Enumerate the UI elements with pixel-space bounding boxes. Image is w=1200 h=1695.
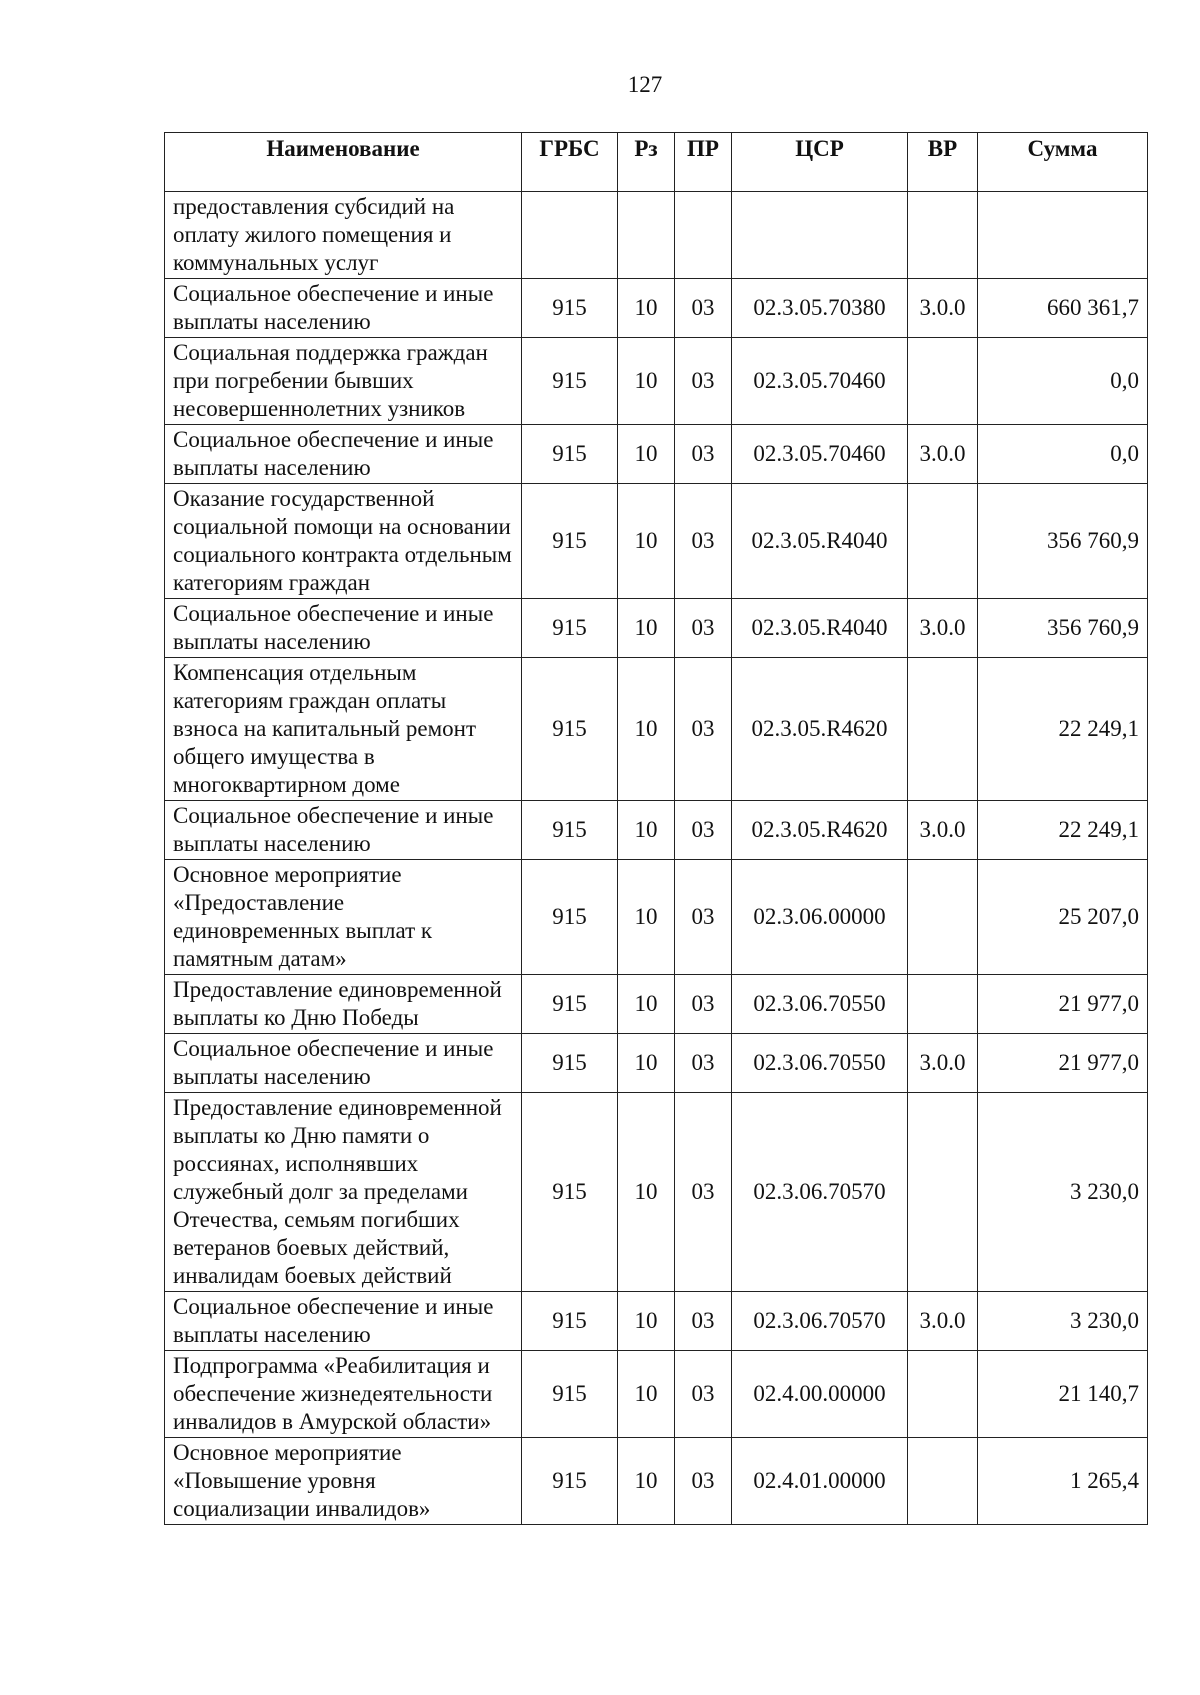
cell-grbs: 915 (522, 484, 618, 599)
table-row (165, 484, 1148, 599)
cell-name: Оказание государственной социальной помощи на основании социального контракта отдельным категориям граждан (165, 484, 522, 599)
cell-name: Социальное обеспечение и иные выплаты населению (165, 801, 522, 860)
cell-grbs: 915 (522, 1093, 618, 1292)
cell-pr: 03 (675, 425, 732, 484)
table-row (165, 279, 1148, 338)
cell-sum: 356 760,9 (978, 484, 1148, 599)
header-name: Наименование (165, 133, 522, 192)
cell-name: Социальное обеспечение и иные выплаты населению (165, 1292, 522, 1351)
cell-sum: 21 140,7 (978, 1351, 1148, 1438)
cell-sum: 25 207,0 (978, 860, 1148, 975)
cell-pr: 03 (675, 338, 732, 425)
cell-rz (618, 192, 675, 279)
header-rz: Рз (618, 133, 675, 192)
page-number: 127 (627, 72, 663, 97)
cell-sum (978, 192, 1148, 279)
budget-table (164, 132, 1148, 1525)
cell-sum: 0,0 (978, 338, 1148, 425)
table-row (165, 860, 1148, 975)
cell-rz: 10 (618, 1292, 675, 1351)
cell-vr: 3.0.0 (908, 425, 978, 484)
cell-rz: 10 (618, 1093, 675, 1292)
table-row (165, 425, 1148, 484)
cell-csr: 02.3.05.70460 (732, 338, 908, 425)
cell-vr (908, 860, 978, 975)
cell-rz: 10 (618, 801, 675, 860)
table-row (165, 1093, 1148, 1292)
cell-rz: 10 (618, 860, 675, 975)
cell-csr: 02.3.05.70380 (732, 279, 908, 338)
table-row (165, 658, 1148, 801)
cell-grbs: 915 (522, 658, 618, 801)
cell-grbs: 915 (522, 279, 618, 338)
cell-sum: 0,0 (978, 425, 1148, 484)
cell-name: Подпрограмма «Реабилитация и обеспечение жизнедеятельности инвалидов в Амурской области» (165, 1351, 522, 1438)
cell-grbs: 915 (522, 1351, 618, 1438)
header-grbs: ГРБС (522, 133, 618, 192)
cell-rz: 10 (618, 1034, 675, 1093)
cell-vr (908, 484, 978, 599)
cell-rz: 10 (618, 975, 675, 1034)
cell-grbs: 915 (522, 801, 618, 860)
cell-csr (732, 192, 908, 279)
cell-vr (908, 338, 978, 425)
table-row (165, 1034, 1148, 1093)
cell-pr: 03 (675, 1438, 732, 1525)
table-body (165, 192, 1148, 1525)
cell-pr: 03 (675, 975, 732, 1034)
cell-rz: 10 (618, 658, 675, 801)
cell-pr: 03 (675, 1292, 732, 1351)
cell-csr: 02.3.05.70460 (732, 425, 908, 484)
cell-name: Предоставление единовременной выплаты ко Дню Победы (165, 975, 522, 1034)
cell-sum: 1 265,4 (978, 1438, 1148, 1525)
cell-csr: 02.3.05.R4620 (732, 801, 908, 860)
cell-pr: 03 (675, 1034, 732, 1093)
cell-grbs: 915 (522, 1438, 618, 1525)
cell-rz: 10 (618, 338, 675, 425)
cell-name: Компенсация отдельным категориям граждан оплаты взноса на капитальный ремонт общего имущества в многоквартирном доме (165, 658, 522, 801)
cell-rz: 10 (618, 599, 675, 658)
table-header-row (165, 133, 1148, 192)
cell-vr: 3.0.0 (908, 801, 978, 860)
table-row (165, 338, 1148, 425)
table-row (165, 801, 1148, 860)
cell-pr: 03 (675, 801, 732, 860)
cell-csr: 02.4.01.00000 (732, 1438, 908, 1525)
table-row (165, 1438, 1148, 1525)
cell-pr: 03 (675, 658, 732, 801)
cell-grbs: 915 (522, 338, 618, 425)
table-row (165, 1351, 1148, 1438)
cell-csr: 02.3.06.70550 (732, 975, 908, 1034)
cell-pr: 03 (675, 1351, 732, 1438)
cell-csr: 02.3.05.R4040 (732, 599, 908, 658)
cell-csr: 02.3.06.70550 (732, 1034, 908, 1093)
cell-rz: 10 (618, 1438, 675, 1525)
cell-pr: 03 (675, 484, 732, 599)
table-row (165, 1292, 1148, 1351)
cell-rz: 10 (618, 279, 675, 338)
table-row (165, 192, 1148, 279)
cell-grbs: 915 (522, 1034, 618, 1093)
cell-name: Основное мероприятие «Повышение уровня социализации инвалидов» (165, 1438, 522, 1525)
cell-vr: 3.0.0 (908, 1292, 978, 1351)
cell-vr (908, 975, 978, 1034)
cell-sum: 22 249,1 (978, 801, 1148, 860)
header-csr: ЦСР (732, 133, 908, 192)
cell-name: Основное мероприятие «Предоставление единовременных выплат к памятным датам» (165, 860, 522, 975)
table-row (165, 599, 1148, 658)
cell-pr: 03 (675, 860, 732, 975)
cell-pr: 03 (675, 1093, 732, 1292)
cell-grbs: 915 (522, 425, 618, 484)
cell-name: Социальное обеспечение и иные выплаты населению (165, 279, 522, 338)
cell-csr: 02.4.00.00000 (732, 1351, 908, 1438)
cell-grbs: 915 (522, 860, 618, 975)
cell-sum: 3 230,0 (978, 1093, 1148, 1292)
cell-name: Социальное обеспечение и иные выплаты населению (165, 425, 522, 484)
cell-sum: 21 977,0 (978, 1034, 1148, 1093)
header-vr: ВР (908, 133, 978, 192)
cell-rz: 10 (618, 484, 675, 599)
cell-rz: 10 (618, 425, 675, 484)
cell-name: Социальное обеспечение и иные выплаты населению (165, 1034, 522, 1093)
cell-vr (908, 658, 978, 801)
cell-csr: 02.3.05.R4040 (732, 484, 908, 599)
cell-grbs: 915 (522, 975, 618, 1034)
cell-vr (908, 1438, 978, 1525)
cell-grbs (522, 192, 618, 279)
cell-grbs: 915 (522, 599, 618, 658)
cell-sum: 356 760,9 (978, 599, 1148, 658)
cell-vr: 3.0.0 (908, 599, 978, 658)
cell-pr: 03 (675, 599, 732, 658)
cell-name: Предоставление единовременной выплаты ко Дню памяти о россиянах, исполнявших служебный долг за пределами Отечества, семьям погибших ветеранов боевых действий, инвалидам боевых действий (165, 1093, 522, 1292)
cell-sum: 3 230,0 (978, 1292, 1148, 1351)
cell-sum: 21 977,0 (978, 975, 1148, 1034)
cell-csr: 02.3.06.70570 (732, 1292, 908, 1351)
cell-vr (908, 192, 978, 279)
cell-rz: 10 (618, 1351, 675, 1438)
cell-sum: 660 361,7 (978, 279, 1148, 338)
cell-name: предоставления субсидий на оплату жилого помещения и коммунальных услуг (165, 192, 522, 279)
cell-name: Социальная поддержка граждан при погребении бывших несовершеннолетних узников (165, 338, 522, 425)
cell-sum: 22 249,1 (978, 658, 1148, 801)
cell-grbs: 915 (522, 1292, 618, 1351)
cell-csr: 02.3.05.R4620 (732, 658, 908, 801)
cell-vr (908, 1093, 978, 1292)
cell-vr: 3.0.0 (908, 279, 978, 338)
cell-pr: 03 (675, 279, 732, 338)
cell-pr (675, 192, 732, 279)
table-row (165, 975, 1148, 1034)
cell-vr (908, 1351, 978, 1438)
cell-csr: 02.3.06.00000 (732, 860, 908, 975)
header-sum: Сумма (978, 133, 1148, 192)
cell-vr: 3.0.0 (908, 1034, 978, 1093)
header-pr: ПР (675, 133, 732, 192)
cell-csr: 02.3.06.70570 (732, 1093, 908, 1292)
cell-name: Социальное обеспечение и иные выплаты населению (165, 599, 522, 658)
